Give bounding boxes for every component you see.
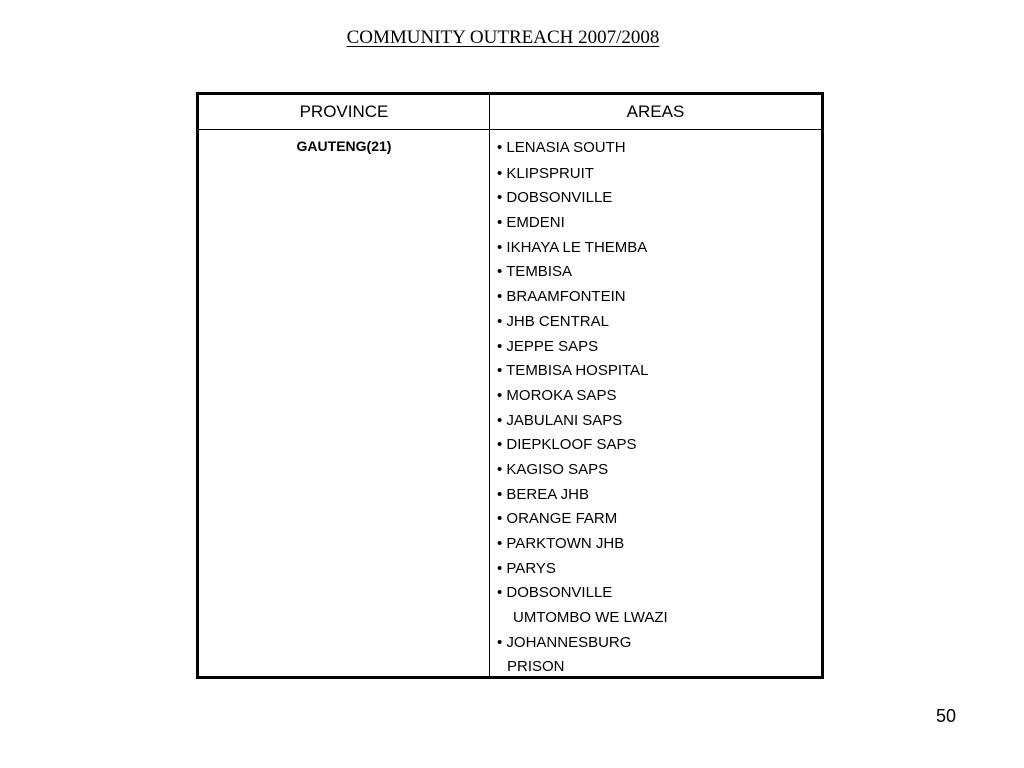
list-item: • TEMBISA [497,263,572,281]
list-item: • PARYS [497,559,556,577]
areas-list [497,138,668,681]
list-item: • MOROKA SAPS [497,386,617,404]
list-item: • DOBSONVILLE [497,189,613,207]
column-divider [489,95,490,676]
list-item: • BRAAMFONTEIN [497,288,626,306]
list-item: • JHB CENTRAL [497,312,609,330]
list-item: • EMDENI [497,214,565,232]
list-item: • LENASIA SOUTH [497,139,626,156]
list-item: • ORANGE FARM [497,510,618,528]
list-item: • TEMBISA HOSPITAL [497,362,649,380]
list-item: • PARKTOWN JHB [497,535,625,552]
list-item: • BEREA JHB [497,485,589,503]
outreach-table [196,92,824,679]
areas-column-header: AREAS [626,102,685,121]
list-item: • JOHANNESBURG [497,633,632,651]
page-number: 50 [936,706,957,726]
list-item: • KLIPSPRUIT [497,164,594,182]
province-name: GAUTENG(21) [296,138,392,154]
list-item-continuation: PRISON [507,658,565,676]
list-item-continuation: UMTOMBO WE LWAZI [513,609,668,627]
province-column-header: PROVINCE [299,102,389,121]
list-item: • KAGISO SAPS [497,460,609,478]
list-item: • DIEPKLOOF SAPS [497,436,637,454]
header-divider [199,129,821,130]
slide-title: COMMUNITY OUTREACH 2007/2008 [346,27,660,48]
list-item: • JEPPE SAPS [497,337,599,355]
list-item: • JABULANI SAPS [497,411,623,429]
list-item: • DOBSONVILLE [497,584,613,602]
list-item: • IKHAYA LE THEMBA [497,238,648,256]
